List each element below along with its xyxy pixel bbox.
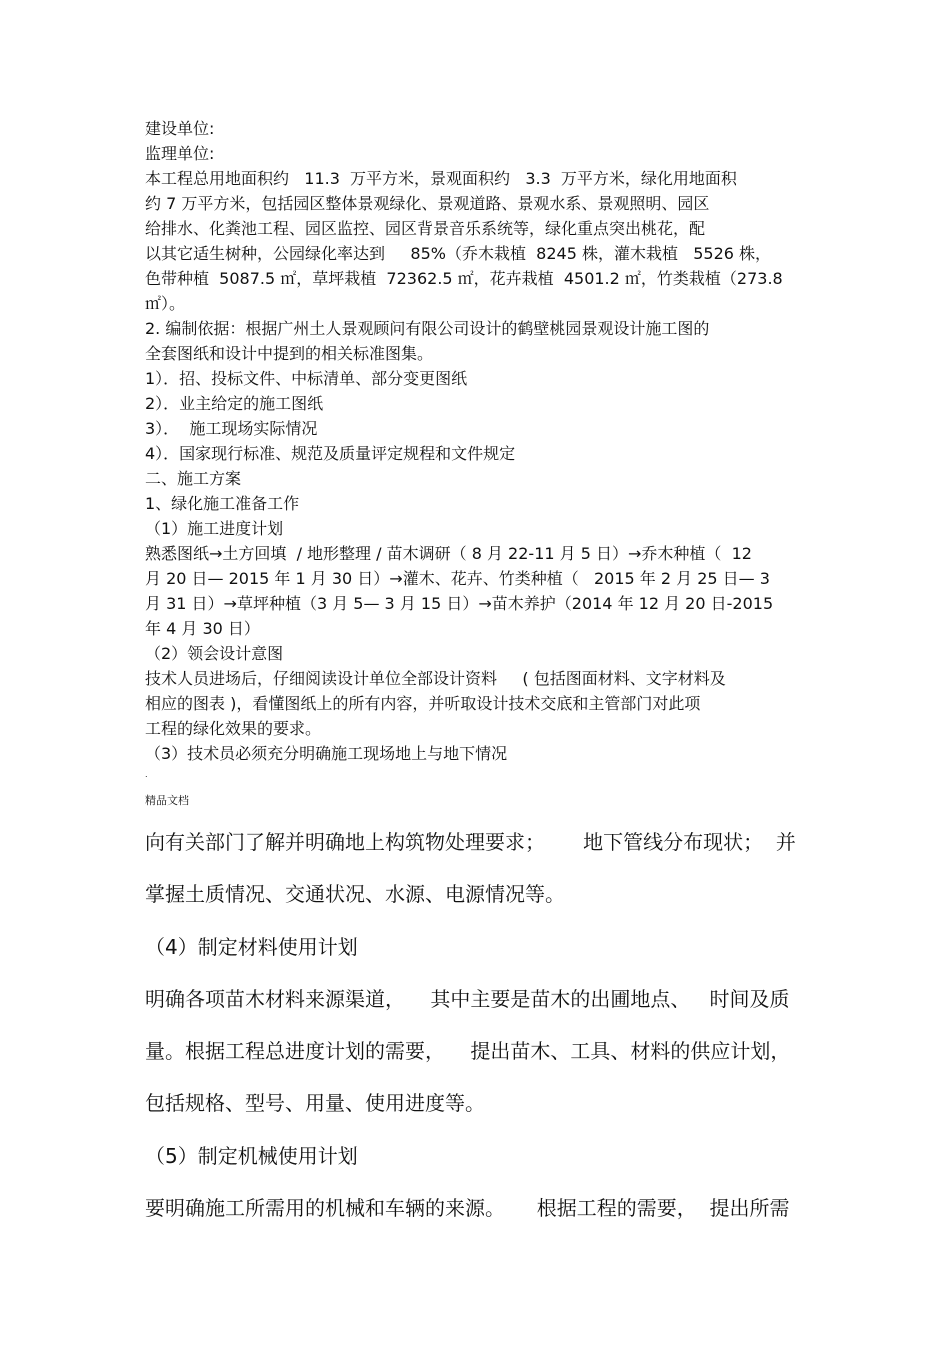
text-line: 2）．业主给定的施工图纸: [145, 394, 324, 413]
text-line: 月 20 日— 2015 年 1 月 30 日）→灌木、花卉、竹类种植（ 2015 年 2 月 25 日— 3: [145, 569, 770, 588]
text-line: 1）．招、投标文件、中标清单、部分变更图纸: [145, 369, 468, 388]
text-line: 给排水、化粪池工程、园区监控、园区背景音乐系统等，绿化重点突出桃花，配: [145, 219, 706, 238]
text-line: 熟悉图纸→土方回填 / 地形整理 / 苗木调研（ 8 月 22-11 月 5 日）→乔木种植（ 12: [145, 544, 752, 563]
text-line: 月 31 日）→草坪种植（3 月 5— 3 月 15 日）→苗木养护（2014 年 12 月 20 日-2015: [145, 594, 774, 613]
text-line: （2）领会设计意图: [145, 644, 284, 663]
text-line: 掌握土质情况、交通状况、水源、电源情况等。: [145, 882, 565, 907]
text-line: 包括规格、型号、用量、使用进度等。: [145, 1091, 485, 1116]
text-line: 建设单位:: [145, 119, 215, 138]
text-line: 二、施工方案: [145, 469, 242, 488]
text-line: （3）技术员必须充分明确施工现场地上与地下情况: [145, 744, 508, 763]
text-line: 以其它适生树种，公园绿化率达到 85%（乔木栽植 8245 株，灌木栽植 5526 株，: [145, 244, 772, 263]
text-line: 量。根据工程总进度计划的需要， 提出苗木、工具、材料的供应计划，: [145, 1039, 791, 1064]
text-line: 全套图纸和设计中提到的相关标准图集。: [145, 344, 434, 363]
text-line: 相应的图表 )，看懂图纸上的所有内容，并听取设计技术交底和主管部门对此项: [145, 694, 701, 713]
text-line: 明确各项苗木材料来源渠道， 其中主要是苗木的出圃地点、 时间及质: [145, 986, 790, 1011]
text-line: 1、绿化施工准备工作: [145, 494, 300, 513]
text-line: 3）． 施工现场实际情况: [145, 419, 318, 438]
text-line: 技术人员进场后，仔细阅读设计单位全部设计资料 ( 包括图面材料、文字材料及: [145, 669, 726, 688]
text-line: 向有关部门了解并明确地上构筑物处理要求； 地下管线分布现状； 并: [145, 830, 796, 854]
page-footer-label: 精品文档: [145, 794, 189, 807]
text-line: （4）制定材料使用计划: [145, 934, 358, 959]
text-line: 年 4 月 30 日）: [145, 619, 260, 638]
text-line: 本工程总用地面积约 11.3 万平方米，景观面积约 3.3 万平方米，绿化用地面积: [145, 169, 737, 188]
text-line: （5）制定机械使用计划: [145, 1143, 358, 1168]
section-preparation-continued: [145, 823, 825, 1241]
text-line: 约 7 万平方米，包括园区整体景观绿化、景观道路、景观水系、景观照明、园区: [145, 194, 710, 213]
text-line: 要明确施工所需用的机械和车辆的来源。 根据工程的需要， 提出所需: [145, 1196, 790, 1221]
text-line: 监理单位:: [145, 144, 215, 163]
page-mark: .: [145, 770, 148, 779]
text-line: 色带种植 5087.5 ㎡，草坪栽植 72362.5 ㎡，花卉栽植 4501.2 ㎡，竹类栽植（273.8: [145, 269, 783, 288]
section-project-overview: [145, 116, 825, 766]
text-line: ㎡）。: [145, 294, 186, 313]
text-line: 2. 编制依据：根据广州土人景观顾问有限公司设计的鹤壁桃园景观设计施工图的: [145, 319, 710, 338]
text-line: 4）．国家现行标准、规范及质量评定规程和文件规定: [145, 444, 516, 463]
text-line: （1）施工进度计划: [145, 519, 284, 538]
text-line: 工程的绿化效果的要求。: [145, 719, 322, 738]
